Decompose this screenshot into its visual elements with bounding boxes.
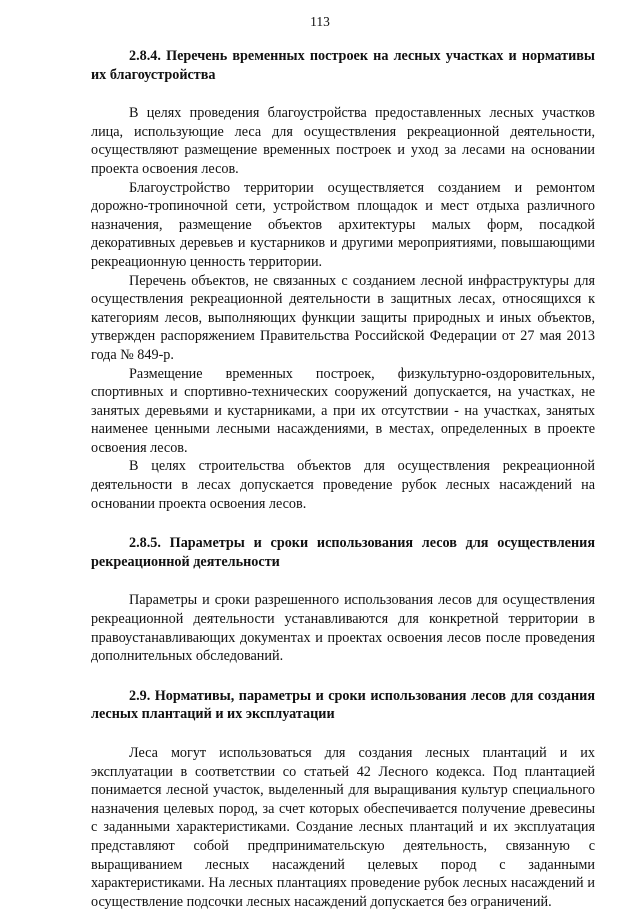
- section-heading: 2.9. Нормативы, параметры и сроки использования лесов для создания лесных плантаций и их эксплуатации: [91, 687, 595, 723]
- page-content: [91, 47, 595, 911]
- paragraph: В целях проведения благоустройства предоставленных лесных участков лица, использующие леса для осуществления рекреационной деятельности, осуществляют размещение временных построек и уход за лесами на основании проекта освоения лесов.: [91, 105, 595, 177]
- section-heading: 2.8.5. Параметры и сроки использования лесов для осуществления рекреационной деятельности: [91, 535, 595, 570]
- paragraph: В целях строительства объектов для осуществления рекреационной деятельности в лесах допускается проведение рубок лесных насаждений на основании проекта освоения лесов.: [91, 458, 595, 512]
- page-number: 113: [310, 14, 330, 29]
- paragraph: Размещение временных построек, физкультурно-оздоровительных, спортивных и спортивно-технических сооружений допускается, на участках, не занятых деревьями и кустарниками, а при их отсутствии - на участках, занятых наименее ценными лесными насаждениями, в местах, определенных в проекте освоения лесов.: [91, 365, 595, 456]
- section-2-8-5: [91, 534, 595, 666]
- section-heading: 2.8.4. Перечень временных построек на лесных участках и нормативы их благоустройства: [91, 48, 595, 83]
- paragraph: Леса могут использоваться для создания лесных плантаций и их эксплуатации в соответствии со статьей 42 Лесного кодекса. Под плантацией понимается лесной участок, выделенный для выращивания культур специального назначения целевых пород, за счет которых обеспечивается получение древесины с заданными характеристиками. Создание лесных плантаций и их эксплуатация представляют собой предпринимательскую деятельность, связанную с выращиванием лесных насаждений целевых пород с заданными характеристиками. На лесных плантациях проведение рубок лесных насаждений и осуществление подсочки лесных насаждений допускается без ограничений.: [91, 745, 595, 910]
- paragraph: Перечень объектов, не связанных с созданием лесной инфраструктуры для осуществления рекреационной деятельности в защитных лесах, относящихся к категориям лесов, выполняющих функции защиты природных и иных объектов, утвержден распоряжением Правительства Российской Федерации от 27 мая 2013 года № 849-р.: [91, 272, 595, 363]
- section-2-9: [91, 687, 595, 911]
- paragraph: Благоустройство территории осуществляется созданием и ремонтом дорожно-тропиночной сети, устройством площадок и мест отдыха различного назначения, размещение объектов архитектуры малых форм, посадкой декоративных деревьев и кустарников и другими мероприятиями, повышающими рекреационную ценность территории.: [91, 179, 595, 270]
- section-2-8-4: [91, 47, 595, 513]
- paragraph: Параметры и сроки разрешенного использования лесов для осуществления рекреационной деятельности устанавливаются для конкретной территории в правоустанавливающих документах и проектах освоения лесов после проведения дополнительных обследований.: [91, 592, 595, 665]
